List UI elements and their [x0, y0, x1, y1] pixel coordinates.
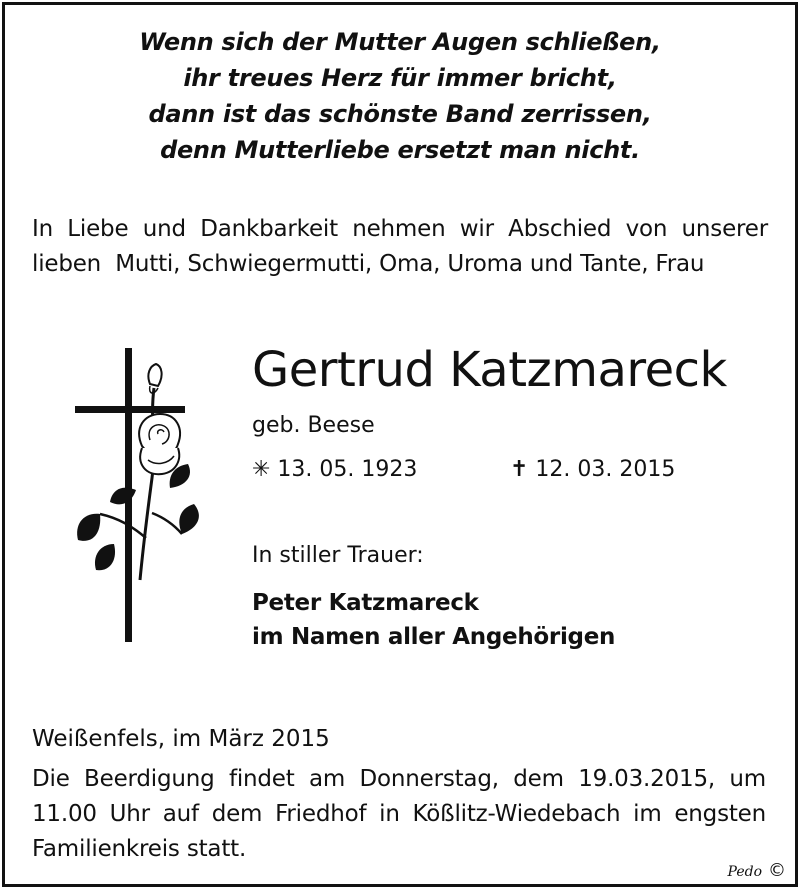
intro-text	[32, 212, 768, 282]
deceased-name: Gertrud Katzmareck	[252, 342, 727, 398]
poem-line: Wenn sich der Mutter Augen schließen,	[139, 28, 661, 56]
death-date: ✝ 12. 03. 2015	[510, 457, 676, 482]
signature-text: Pedo	[727, 864, 762, 880]
maiden-name: geb. Beese	[252, 413, 375, 438]
funeral-line: Die Beerdigung findet am Donnerstag, dem 19.03.2015, um	[32, 766, 766, 792]
funeral-line: Familienkreis statt.	[32, 836, 247, 862]
mourning-heading: In stiller Trauer:	[252, 543, 424, 568]
poem	[0, 24, 800, 168]
cross-with-rose-icon	[70, 348, 200, 644]
copyright-icon: ©	[768, 860, 786, 881]
poem-line: ihr treues Herz für immer bricht,	[183, 64, 617, 92]
mourner-name: Peter Katzmareck	[252, 590, 479, 616]
poem-line: denn Mutterliebe ersetzt man nicht.	[160, 136, 640, 164]
place-date: Weißenfels, im März 2015	[32, 726, 330, 752]
poem-line: dann ist das schönste Band zerrissen,	[148, 100, 652, 128]
designer-signature	[728, 860, 786, 881]
funeral-line: 11.00 Uhr auf dem Friedhof in Kößlitz-Wiedebach im engsten	[32, 801, 766, 827]
mourner-note: im Namen aller Angehörigen	[252, 624, 616, 650]
funeral-notice	[32, 762, 766, 867]
intro-line: In Liebe und Dankbarkeit nehmen wir Abschied von unserer	[32, 216, 768, 242]
mourners	[252, 586, 615, 654]
birth-date: ✳ 13. 05. 1923	[252, 457, 418, 482]
intro-line: lieben Mutti, Schwiegermutti, Oma, Uroma und Tante, Frau	[32, 251, 705, 277]
